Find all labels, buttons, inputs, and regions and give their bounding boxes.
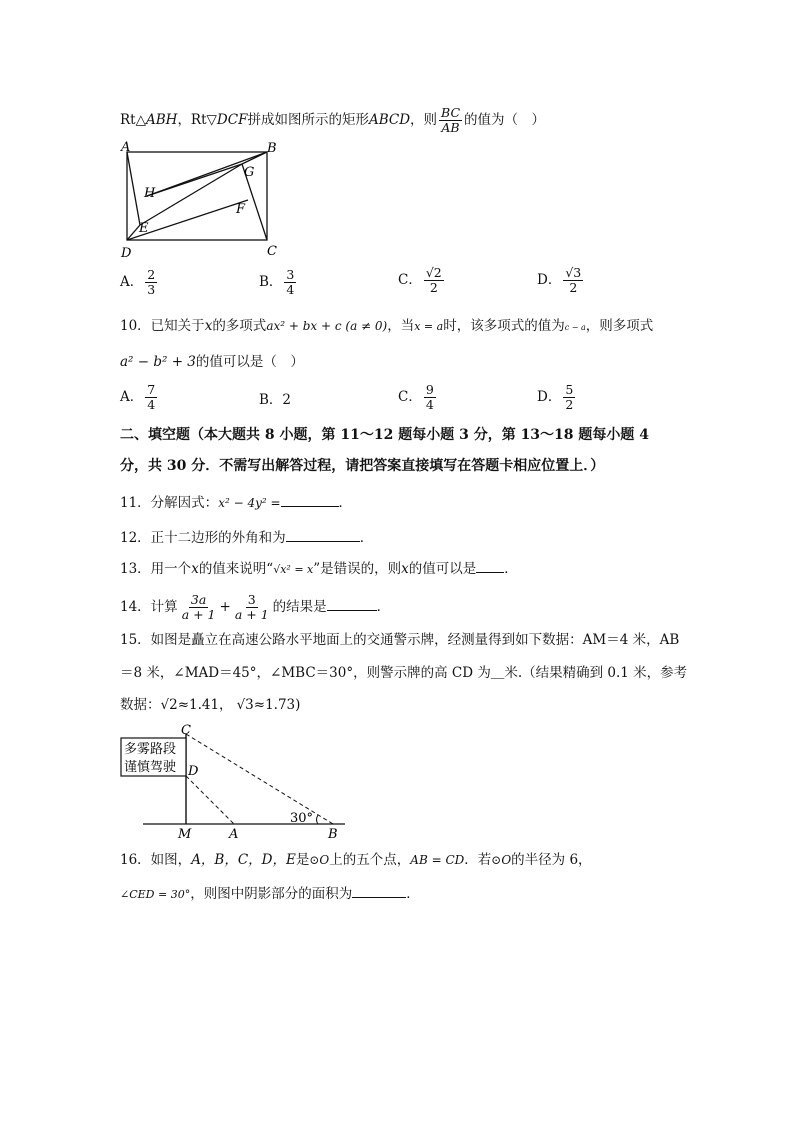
q10-val: c − a [564, 323, 586, 332]
q15-figure [115, 720, 355, 842]
q10-text: ，则多项式 [585, 318, 654, 334]
q13-text: ”是错误的，则 [313, 561, 402, 577]
frac-num: 3 [247, 592, 256, 607]
frac-den: 2 [429, 280, 438, 295]
q10-option-a[interactable] [120, 383, 159, 412]
frac-den: 4 [286, 282, 295, 297]
frac-num: BC [441, 105, 461, 120]
option-letter: D． [537, 389, 562, 405]
sign-text-1: 多雾路段 [124, 742, 177, 757]
section2-heading-line2: 分，共 30 分．不需写出解答过程，请把答案直接填写在答题卡相应位置上．） [120, 458, 605, 474]
q10-expr: a² − b² + 3 [120, 354, 196, 370]
option-letter: D． [537, 272, 562, 288]
q9-abcd: ABCD [368, 112, 411, 128]
q9-abh: ABH [145, 112, 178, 128]
q11-expr: x² − 4y² = [218, 496, 281, 510]
frac-den: a + 1 [234, 607, 269, 622]
label-a: A [121, 140, 131, 155]
q9-figure [115, 140, 285, 260]
q14 [120, 592, 390, 622]
q13-var: x [191, 561, 199, 577]
q16-answer-blank[interactable] [352, 897, 406, 898]
q13-text: 的值可以是 [408, 561, 477, 577]
q12 [120, 528, 373, 548]
q12-text: 12．正十二边形的外角和为 [120, 530, 286, 546]
q10-text: 时，该多项式的值为 [443, 318, 565, 334]
q9-fraction [439, 106, 462, 135]
frac-num: 5 [565, 382, 574, 397]
q16-eq: AB = CD [410, 853, 465, 867]
q15-line2: ＝8 米，∠MAD＝45°，∠MBC＝30°，则警示牌的高 CD 为＿米.（结果精确到 0.1 米，参考 [120, 665, 688, 681]
option-letter: C． [398, 389, 422, 405]
label-c: C [181, 723, 191, 738]
q16-line2 [120, 884, 420, 905]
q11-text: 11．分解因式： [120, 495, 219, 511]
q15-line1: 15．如图是矗立在高速公路水平地面上的交通警示牌，经测量得到如下数据：AM＝4 米，AB [120, 632, 680, 648]
option-fraction [145, 268, 157, 297]
q16-text: 16．如图， [120, 852, 192, 868]
option-fraction [145, 383, 157, 412]
q14-text: ． [376, 599, 391, 615]
frac-num: 9 [425, 382, 434, 397]
frac-den: a + 1 [181, 607, 216, 622]
label-d: D [121, 246, 132, 260]
q10-option-d[interactable] [537, 383, 577, 412]
q13-answer-blank[interactable] [476, 572, 504, 573]
q11 [120, 493, 352, 513]
q16-text: ． [406, 886, 420, 902]
option-fraction [424, 383, 436, 412]
q16-circle: ⊙O [491, 853, 512, 867]
q14-fraction-1 [180, 593, 218, 622]
frac-num: √3 [565, 265, 582, 280]
label-b: B [267, 141, 277, 156]
label-f: F [236, 202, 246, 217]
frac-num: 3a [190, 592, 207, 607]
angle-label: 30° [290, 811, 314, 826]
q9-stem [120, 106, 545, 135]
label-h: H [144, 186, 156, 201]
q15-data-sqrt3: √3≈1.73) [236, 697, 301, 713]
label-a: A [229, 827, 239, 842]
q14-fraction-2 [233, 593, 271, 622]
q10-option-c[interactable] [398, 383, 438, 412]
q13 [120, 559, 518, 580]
q10-text: 的多项式 [212, 318, 267, 334]
frac-num: 3 [286, 267, 295, 282]
q9-option-c[interactable] [398, 266, 446, 295]
frac-den: 2 [565, 397, 574, 412]
q15-text: 数据： [120, 697, 161, 713]
segment-da [186, 776, 234, 824]
label-d: D [188, 764, 199, 779]
frac-num: √2 [425, 265, 442, 280]
q14-text: 的结果是 [272, 599, 327, 615]
option-fraction [563, 383, 575, 412]
option-value: 2 [282, 392, 292, 408]
q16-text: ．若 [464, 852, 492, 868]
option-letter: A． [120, 274, 144, 290]
option-letter: B． [259, 274, 283, 290]
angle-arc [317, 815, 319, 824]
q10-stem-line2 [120, 352, 304, 372]
q16-angle: ∠CED = 30° [120, 888, 191, 901]
q16-points: A，B，C，D，E [191, 852, 296, 868]
q9-text: Rt△ [120, 112, 146, 128]
frac-den: 2 [569, 280, 578, 295]
q10-text: 10．已知关于 [120, 318, 205, 334]
option-fraction [424, 266, 444, 295]
frac-num: 7 [147, 382, 156, 397]
option-fraction [563, 266, 583, 295]
section2-heading-line1: 二、填空题（本大题共 8 小题，第 11～12 题每小题 3 分，第 13～18 题每小题 4 [120, 427, 650, 443]
q14-text: 14．计算 [120, 599, 178, 615]
q10-option-b[interactable] [259, 388, 291, 408]
q14-plus: + [219, 599, 231, 615]
q9-text: ，则 [410, 112, 438, 128]
q12-text: ． [359, 530, 374, 546]
option-letter: C． [398, 272, 422, 288]
q13-text: 13．用一个 [120, 561, 192, 577]
q10-cond: x = a [414, 320, 444, 333]
q16-text: ，则图中阴影部分的面积为 [190, 886, 353, 902]
q9-text: ，Rt▽ [177, 112, 217, 128]
label-b: B [328, 827, 338, 842]
q11-answer-blank[interactable] [281, 506, 339, 507]
q16-text: 上的五个点， [329, 852, 411, 868]
q10-poly: ax² + bx + c (a ≠ 0) [266, 319, 388, 333]
q15-data-sqrt2: √2≈1.41， [160, 697, 233, 713]
label-c: C [267, 244, 277, 259]
q14-answer-blank[interactable] [327, 610, 377, 611]
q9-dcf: DCF [216, 112, 248, 128]
frac-den: AB [441, 120, 460, 135]
q10-text: 的值可以是（ ） [195, 354, 304, 370]
q9-option-b[interactable] [259, 268, 298, 297]
q13-text: ． [504, 561, 518, 577]
q9-text: 拼成如图所示的矩形 [247, 112, 369, 128]
q15-line3 [120, 695, 300, 715]
q16-circle: ⊙O [309, 853, 330, 867]
q13-text: 的值来说明“ [198, 561, 274, 577]
q11-text: ． [338, 495, 353, 511]
frac-num: 2 [147, 267, 156, 282]
frac-den: 4 [425, 397, 434, 412]
label-m: M [178, 827, 192, 842]
q13-var: x [401, 561, 409, 577]
frac-den: 4 [147, 397, 156, 412]
frac-den: 3 [147, 282, 156, 297]
label-e: E [139, 221, 149, 236]
q16-text: 是 [295, 852, 310, 868]
option-fraction [284, 268, 296, 297]
q13-expr: √x² = x [273, 563, 314, 576]
q12-answer-blank[interactable] [286, 541, 360, 542]
option-letter: A． [120, 389, 144, 405]
q9-option-d[interactable] [537, 266, 585, 295]
q10-stem-line1 [120, 316, 653, 338]
q16-line1 [120, 850, 592, 870]
label-g: G [244, 165, 255, 180]
q10-var: x [204, 318, 213, 334]
option-letter: B． [259, 392, 283, 408]
segment-ae [127, 152, 140, 225]
q16-text: 的半径为 6， [511, 852, 592, 868]
q9-option-a[interactable] [120, 268, 159, 297]
q9-text: 的值为（ ） [464, 112, 546, 128]
sign-text-2: 谨慎驾驶 [124, 760, 177, 775]
q10-text: ，当 [387, 318, 415, 334]
